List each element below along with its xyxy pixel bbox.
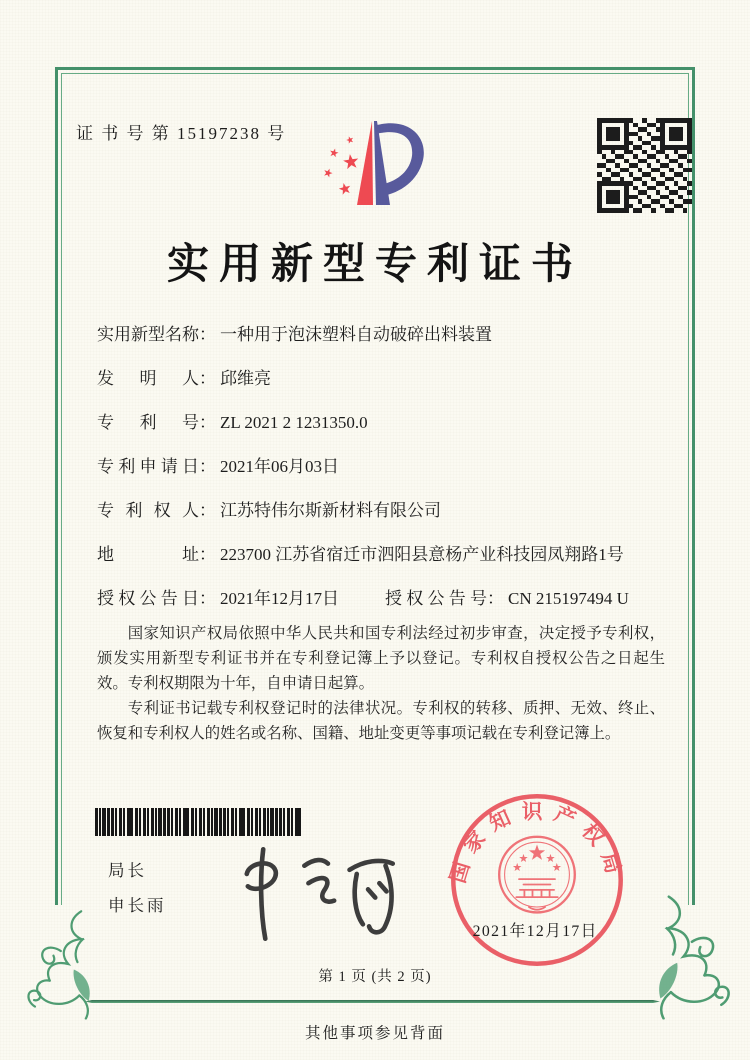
- colon: ：: [199, 501, 216, 520]
- field-label: 专利号: [97, 413, 199, 432]
- colon: ：: [199, 457, 216, 476]
- field-list: [97, 320, 672, 628]
- field-row-patent-number: [97, 408, 672, 430]
- field-value: 邱维亮: [220, 369, 271, 388]
- field-label: 专利权人: [97, 501, 199, 520]
- colon: ：: [199, 589, 216, 608]
- corner-flourish-right-icon: [652, 893, 736, 1020]
- field-label: 专利申请日: [97, 457, 199, 476]
- official-seal: [447, 790, 627, 970]
- seal-date: 2021年12月17日: [472, 922, 598, 940]
- field-row-grant-date: [97, 584, 672, 606]
- field-label: 实用新型名称: [97, 325, 199, 344]
- field-row-patent-name: [97, 320, 672, 342]
- field-row-patentee: [97, 496, 672, 518]
- field-value: ZL 2021 2 1231350.0: [220, 413, 368, 432]
- bottom-rule: [85, 1000, 660, 1003]
- field-value: CN 215197494 U: [508, 589, 629, 608]
- director-signature-icon: [218, 842, 403, 947]
- field-label: 地址: [97, 545, 199, 564]
- field-row-inventor: [97, 364, 672, 386]
- colon: ：: [199, 413, 216, 432]
- signer-block: [108, 853, 167, 924]
- barcode: [95, 808, 302, 836]
- field-value: 2021年06月03日: [220, 457, 339, 476]
- corner-flourish-left-icon: [22, 908, 96, 1020]
- field-label: 授权公告日: [97, 589, 199, 608]
- seal-ring-text: 国家知识产权局: [447, 801, 627, 886]
- certificate-number: 证 书 号 第 15197238 号: [76, 124, 287, 143]
- signer-title: 局长: [108, 861, 147, 880]
- legal-text: [97, 622, 665, 747]
- page-number: 第 1 页 (共 2 页): [318, 969, 432, 985]
- field-grant-number: [385, 584, 629, 609]
- qr-code: [597, 118, 692, 213]
- field-value: 223700 江苏省宿迁市泗阳县意杨产业科技园凤翔路1号: [220, 545, 624, 564]
- back-note: 其他事项参见背面: [304, 1025, 445, 1042]
- legal-paragraph-1: 国家知识产权局依照中华人民共和国专利法经过初步审查，决定授予专利权，颁发实用新型专利证书并在专利登记簿上予以登记。专利权自授权公告之日起生效。专利权期限为十年，自申请日起算。: [97, 625, 665, 692]
- field-value: 江苏特伟尔斯新材料有限公司: [220, 501, 441, 520]
- legal-paragraph-2: 专利证书记载专利权登记时的法律状况。专利权的转移、质押、无效、终止、恢复和专利权人的姓名或名称、国籍、地址变更等事项记载在专利登记簿上。: [97, 699, 665, 742]
- colon: ：: [487, 589, 504, 608]
- field-row-address: [97, 540, 672, 562]
- colon: ：: [199, 325, 216, 344]
- field-label: 授权公告号: [385, 589, 487, 608]
- signer-name: 申长雨: [108, 896, 167, 916]
- field-label: 发明人: [97, 369, 199, 388]
- cnipa-logo-icon: [308, 110, 444, 230]
- colon: ：: [199, 545, 216, 564]
- field-value: 2021年12月17日: [220, 589, 339, 608]
- national-emblem-icon: [499, 837, 575, 913]
- colon: ：: [199, 369, 216, 388]
- field-value: 一种用于泡沫塑料自动破碎出料装置: [220, 325, 492, 344]
- certificate-title: 实用新型专利证书: [166, 242, 583, 288]
- svg-text:国家知识产权局: [447, 800, 627, 885]
- field-row-filing-date: [97, 452, 672, 474]
